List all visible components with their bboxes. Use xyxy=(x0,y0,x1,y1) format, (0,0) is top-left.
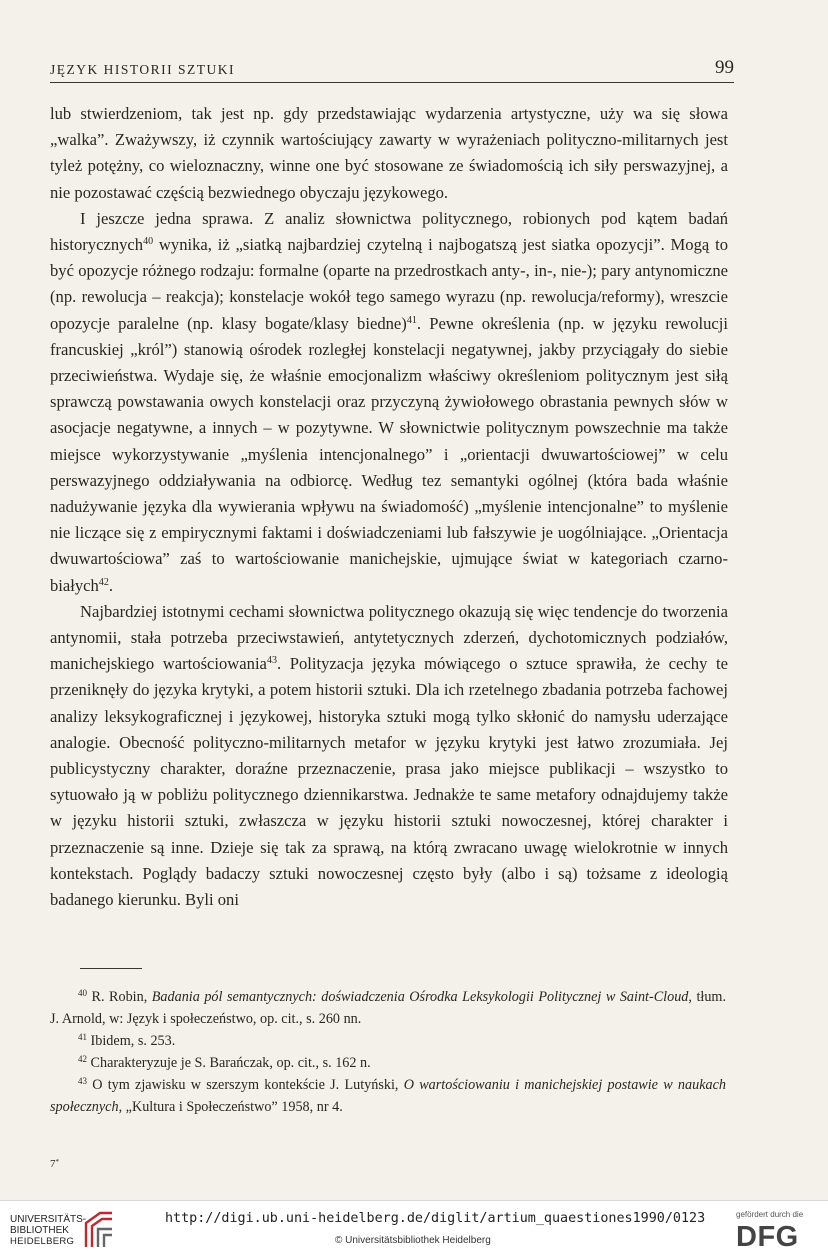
footnote xyxy=(50,986,726,1030)
footnote xyxy=(50,1074,726,1118)
footnote-reference: 41 xyxy=(406,314,417,326)
paragraph xyxy=(50,599,728,913)
text-run: . Polityzacja języka mówiącego o sztuce sprawiła, że cechy te przeniknęły do języka krytyki, a potem historii sztuki. Dla ich rzetelnego zbadania potrzeba fachowej analizy leksykograficznej i językowej, historyka sztuki mogą tylko skłonić do namysłu uderzające analogie. Obecność polityczno-militarnych metafor w języku krytyki jest łatwo zrozumiała. Jej publicystyczny charakter, doraźne przeznaczenie, prasa jako miejsce publikacji – wszystko to sytuowało ją w pobliżu politycznego dziennikarstwa. Jednakże te same metafory odnajdujemy także w języku historii sztuki, zwłaszcza w języku historii sztuki nowoczesnej, której charakter i przeznaczenie są inne. Dzieje się tak za sprawą, na którą zwracano uwagę wielokrotnie w innych kontekstach. Poglądy badaczy sztuki nowoczesnej często były (albo i są) tożsame z ideologią badanego kierunku. Byli oni xyxy=(50,654,729,910)
footnote-number: 43 xyxy=(78,1076,87,1086)
funder-note: gefördert durch die xyxy=(736,1210,804,1219)
text-run: , tłum. J. Arnold, w: Język i społeczeństwo, op. cit., s. 260 nn. xyxy=(50,989,727,1027)
copyright-notice: © Universitätsbibliothek Heidelberg xyxy=(335,1235,491,1246)
text-run: O tym zjawisku w szerszym kontekście J. Lutyński, xyxy=(92,1077,404,1093)
text-run: R. Robin, xyxy=(91,989,152,1005)
printer-signature: 7* xyxy=(50,1158,59,1170)
text-run: I jeszcze jedna sprawa. Z analiz słownictwa politycznego, robionych pod kątem badań historycznych xyxy=(50,208,728,255)
italic-title: O wartościowaniu i manichejskiej postawie w naukach społecznych xyxy=(50,1077,726,1115)
footnote-reference: 43 xyxy=(266,655,277,667)
text-run: wynika, iż „siatką najbardziej czytelną i najbogatszą jest siatka opozycji”. Mogą to być opozycje różnego rodzaju: formalne (oparte na przedrostkach anty-, in-, nie-); pary antynomiczne (np. rewolucja – reakcja); konstelacje wokół tego samego wyrazu (np. rewolucja/reformy), wreszcie opozycje paralelne (np. klasy bogate/klasy biedne) xyxy=(50,235,728,333)
text-run: Charakteryzuje je S. Barańczak, op. cit., s. 162 n. xyxy=(90,1055,371,1071)
footnote-divider xyxy=(80,968,142,969)
permalink-url[interactable]: http://digi.ub.uni-heidelberg.de/diglit/artium_quaestiones1990/0123 xyxy=(165,1211,706,1226)
footnote-reference: 40 xyxy=(143,236,154,248)
footnote-number: 42 xyxy=(78,1054,87,1064)
page-number: 99 xyxy=(715,57,734,78)
text-run: . xyxy=(108,575,113,595)
footnote-number: 40 xyxy=(78,988,87,998)
dfg-logo: DFG xyxy=(736,1221,799,1253)
page-header xyxy=(50,56,734,83)
text-run: lub stwierdzeniom, tak jest np. gdy przedstawiając wydarzenia artystyczne, uży wa się słowa „walka”. Zważywszy, iż czynnik wartościujący zawarty w wyrażeniach polityczno-militarnych jest tyleż potężny, co wieloznaczny, winne one być stosowane ze świadomością ich siły perswazyjnej, a nie pozostawać częścią bezwiednego obyczaju językowego. xyxy=(50,104,728,202)
library-name: UNIVERSITÄTS- BIBLIOTHEK HEIDELBERG xyxy=(10,1214,87,1247)
italic-title: Badania pól semantycznych: doświadczenia Ośrodka Leksykologii Politycznej w Saint-Cloud xyxy=(151,989,689,1005)
digitization-footer xyxy=(0,1200,828,1257)
footnotes xyxy=(50,986,726,1118)
footnote-number: 41 xyxy=(78,1032,87,1042)
text-run: Najbardziej istotnymi cechami słownictwa politycznego okazują się więc tendencje do tworzenia antynomii, stała potrzeba przeciwstawień, antytetycznych zderzeń, dychotomicznych podziałów, manichejskiego wartościowania xyxy=(50,601,728,674)
paragraph xyxy=(50,101,728,206)
footnote xyxy=(50,1052,726,1074)
text-run: . Pewne określenia (np. w języku rewolucji francuskiej „król”) stanowią ośrodek rozległej konstelacji negatywnej, jakby przyciągały do siebie przeciwieństwa. Wydaje się, że właśnie emocjonalizm właściwy określeniom politycznym jest siłą sprawczą powstawania owych konstelacji oraz przyczyną żywiołowego obrastania pewnych słów w asocjacje negatywne, a innych – w pozytywne. W słownictwie politycznym powszechnie ma także miejsce wykorzystywanie „myślenia intencjonalnego” i „orientacji dwuwartościowej” w celu perswazyjnego oddziaływania na odbiorcę. Według tez semantyki ogólnej (która bada właśnie nadużywanie języka dla wywierania wpływu na świadomość) „myślenie intencjonalne” to myślenie nie liczące się z empirycznymi faktami i doświadczeniami lub fałszywie je uogólniające. „Orientacja dwuwartościowa” zaś to wartościowanie manichejskie, ujmujące świat w kategoriach czarno-białych xyxy=(50,313,728,595)
footnote xyxy=(50,1030,726,1052)
text-run: Ibidem, s. 253. xyxy=(90,1033,176,1049)
running-title: JĘZYK HISTORII SZTUKI xyxy=(50,62,235,77)
footnote-reference: 42 xyxy=(98,576,109,588)
body-text xyxy=(50,101,728,913)
paragraph xyxy=(50,206,728,599)
text-run: , „Kultura i Społeczeństwo” 1958, nr 4. xyxy=(118,1099,343,1115)
ub-heidelberg-logo-icon xyxy=(82,1209,116,1249)
